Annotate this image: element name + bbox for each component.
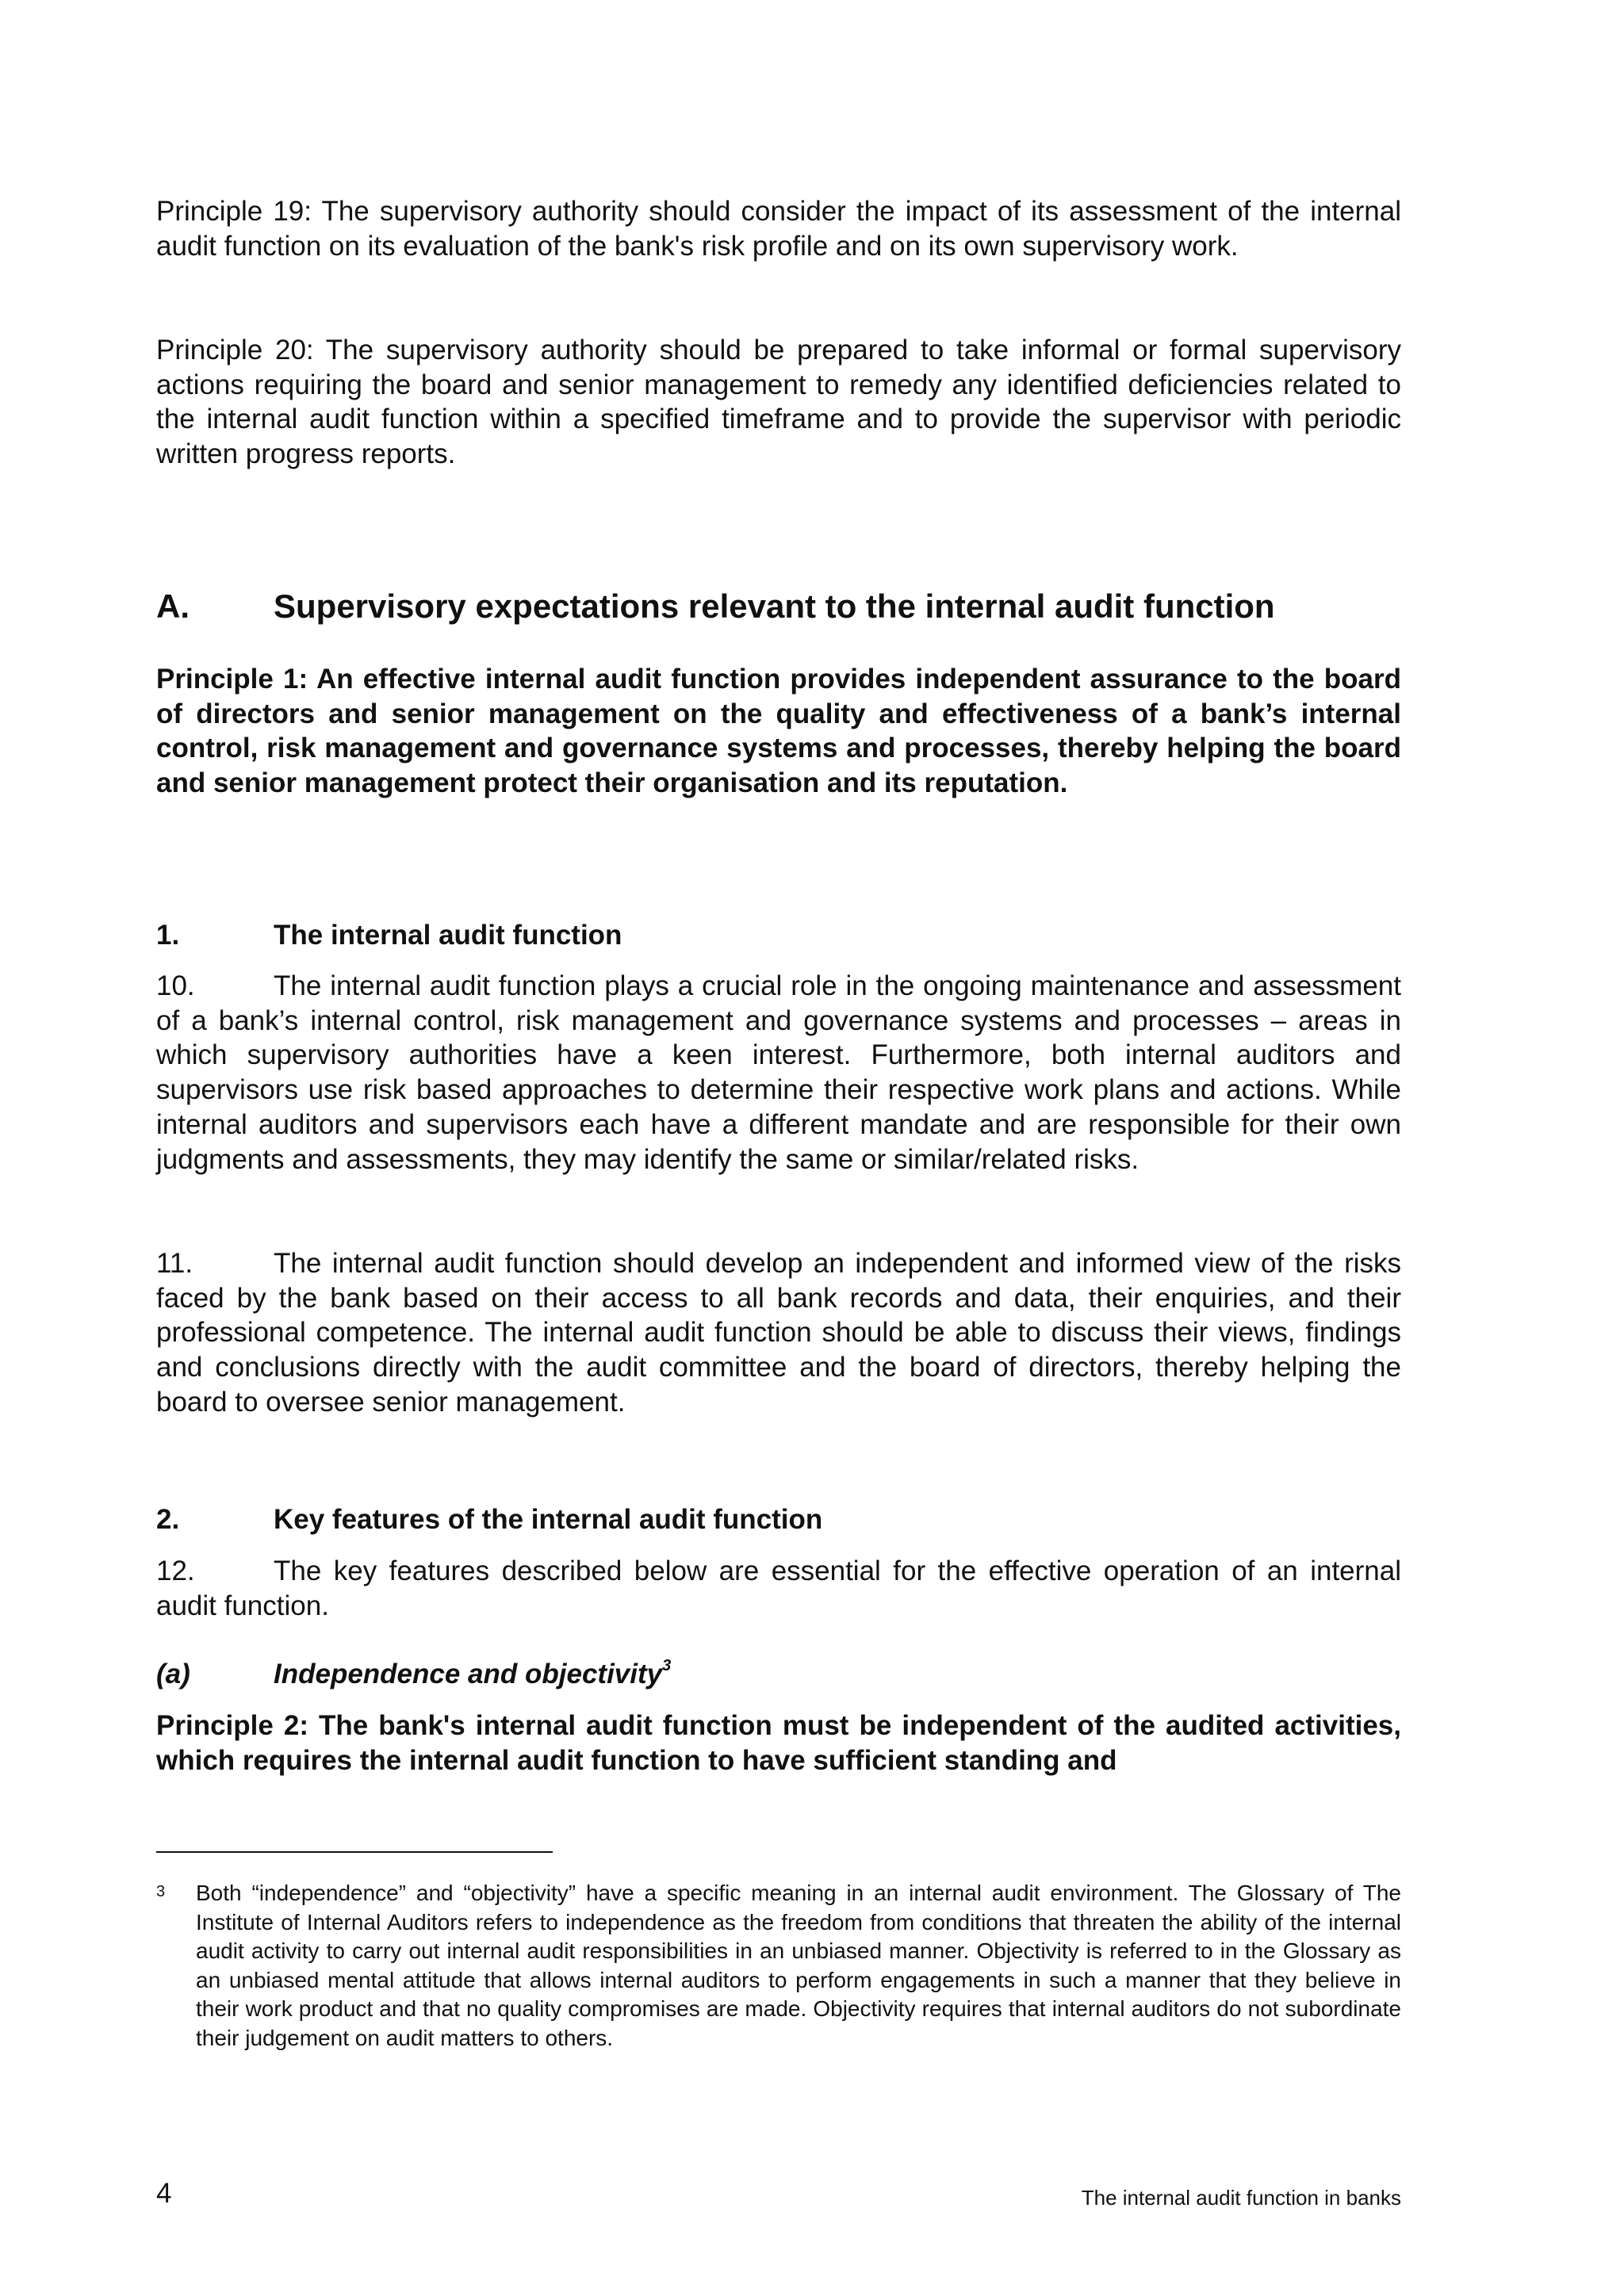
footnote-divider	[156, 1851, 553, 1853]
section-2-heading	[156, 1502, 822, 1537]
principle-1-paragraph: Principle 1: An effective internal audit function provides independent assurance to the board of directors and senior management on the quality and effectiveness of a bank’s internal control, risk management and governance systems and processes, thereby helping the board and senior management protect their organisation and its reputation.	[156, 664, 1401, 799]
running-footer-title: The internal audit function in banks	[1081, 2186, 1401, 2210]
paragraph-12-number: 12.	[156, 1556, 195, 1586]
paragraph-10-number: 10.	[156, 970, 195, 1001]
paragraph-12-text: The key features described below are essential for the effective operation of an internal audit function.	[156, 1556, 1401, 1621]
paragraph-11-number: 11.	[156, 1248, 193, 1279]
paragraph-11-text: The internal audit function should develop an independent and informed view of the risks faced by the bank based on their access to all bank records and data, their enquiries, and their professional competence. The internal audit function should be able to discuss their views, findings and conclusions directly with the audit committee and the board of directors, thereby helping the board to oversee senior management.	[156, 1248, 1401, 1418]
subsection-a-title: Independence and objectivity	[274, 1659, 663, 1689]
section-1-title: The internal audit function	[274, 920, 622, 951]
section-2-number: 2.	[156, 1504, 180, 1535]
paragraph-11	[156, 1246, 1401, 1420]
paragraph-10-text: The internal audit function plays a crucial role in the ongoing maintenance and assessment of a bank’s internal control, risk management and governance systems and processes – areas in which supervisory authorities have a keen interest. Furthermore, both internal auditors and supervisors use risk based approaches to determine their respective work plans and actions. While internal auditors and supervisors each have a different mandate and are responsible for their own judgments and assessments, they may identify the same or similar/related risks.	[156, 970, 1401, 1175]
subsection-a-heading	[156, 1657, 671, 1692]
principle-2-paragraph: Principle 2: The bank's internal audit function must be independent of the audited activities, which requires the internal audit function to have sufficient standing and	[156, 1710, 1401, 1776]
section-a-number: A.	[156, 587, 190, 625]
page-number: 4	[156, 2178, 172, 2209]
footnote-3	[156, 1879, 1401, 2053]
section-a-title: Supervisory expectations relevant to the internal audit function	[274, 587, 1275, 625]
paragraph-10	[156, 969, 1401, 1177]
paragraph-12	[156, 1554, 1401, 1623]
section-a-heading	[156, 583, 1275, 630]
principle-20-paragraph: Principle 20: The supervisory authority should be prepared to take informal or formal supervisory actions requiring the board and senior management to remedy any identified deficiencies related to the internal audit function within a specified timeframe and to provide the supervisor with periodic written progress reports.	[156, 335, 1401, 470]
section-1-number: 1.	[156, 920, 180, 951]
section-1-heading	[156, 918, 622, 953]
footnote-text: Both “independence” and “objectivity” have a specific meaning in an internal audit environment. The Glossary of The Institute of Internal Auditors refers to independence as the freedom from conditions that threaten the ability of the internal audit activity to carry out internal audit responsibilities in an unbiased manner. Objectivity is referred to in the Glossary as an unbiased mental attitude that allows internal auditors to perform engagements in such a manner that they believe in their work product and that no quality compromises are made. Objectivity requires that internal auditors do not subordinate their judgement on audit matters to others.	[196, 1881, 1401, 2050]
footnote-reference-3[interactable]: 3	[662, 1657, 672, 1674]
footnote-mark: 3	[156, 1883, 166, 1900]
principle-19-paragraph: Principle 19: The supervisory authority should consider the impact of its assessment of the internal audit function on its evaluation of the bank's risk profile and on its own supervisory work.	[156, 196, 1401, 262]
section-2-title: Key features of the internal audit function	[274, 1504, 823, 1535]
subsection-a-number: (a)	[156, 1659, 190, 1689]
